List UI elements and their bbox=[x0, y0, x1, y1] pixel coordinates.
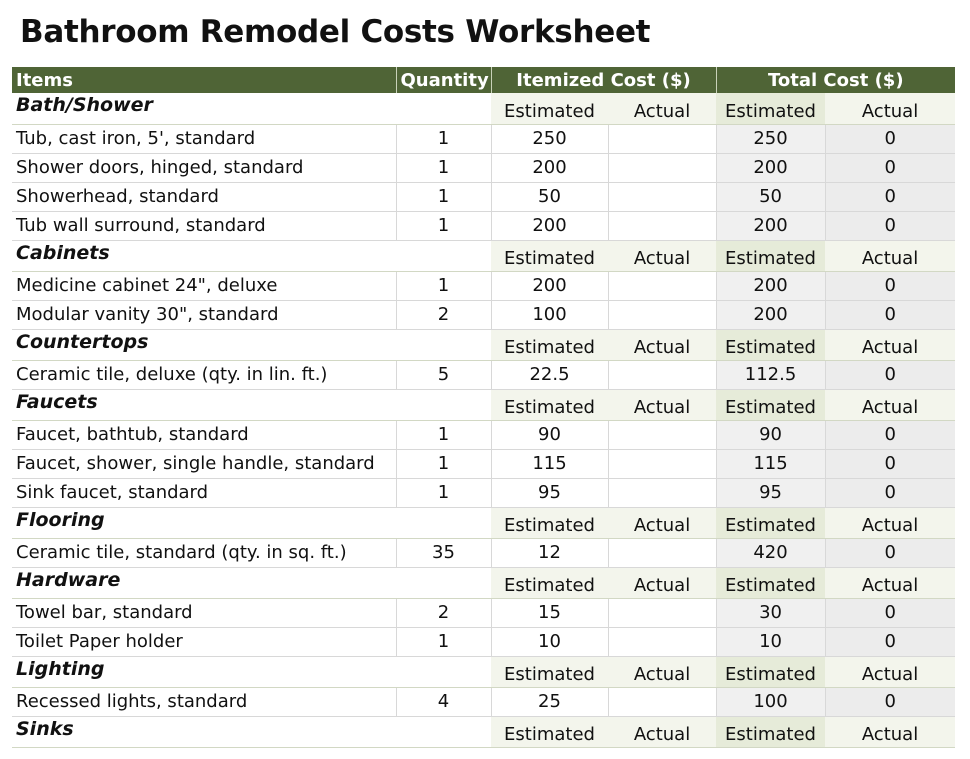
table-row bbox=[12, 449, 955, 478]
category-quantity-cell[interactable] bbox=[396, 567, 491, 598]
cost-worksheet-table bbox=[12, 67, 955, 748]
total-estimated-label[interactable]: Estimated bbox=[716, 656, 825, 687]
itemized-actual-cell[interactable] bbox=[608, 478, 716, 507]
total-actual-cell[interactable]: 0 bbox=[825, 538, 955, 567]
quantity-cell[interactable]: 1 bbox=[396, 478, 491, 507]
itemized-estimated-cell[interactable]: 22.5 bbox=[491, 360, 608, 389]
total-estimated-cell[interactable]: 90 bbox=[716, 420, 825, 449]
table-row bbox=[12, 271, 955, 300]
itemized-actual-label[interactable]: Actual bbox=[608, 656, 716, 687]
item-name-cell[interactable]: Shower doors, hinged, standard bbox=[12, 153, 396, 182]
category-quantity-cell[interactable] bbox=[396, 507, 491, 538]
header-total-cost[interactable]: Total Cost ($) bbox=[716, 67, 955, 93]
category-row bbox=[12, 507, 955, 538]
total-estimated-label[interactable]: Estimated bbox=[716, 389, 825, 420]
table-row bbox=[12, 182, 955, 211]
total-actual-label[interactable]: Actual bbox=[825, 567, 955, 598]
table-row bbox=[12, 211, 955, 240]
quantity-cell[interactable]: 2 bbox=[396, 598, 491, 627]
itemized-actual-cell[interactable] bbox=[608, 627, 716, 656]
itemized-actual-label[interactable]: Actual bbox=[608, 240, 716, 271]
item-name-cell[interactable]: Modular vanity 30", standard bbox=[12, 300, 396, 329]
itemized-estimated-cell[interactable]: 115 bbox=[491, 449, 608, 478]
itemized-actual-label[interactable]: Actual bbox=[608, 567, 716, 598]
header-quantity[interactable]: Quantity bbox=[396, 67, 491, 93]
item-name-cell[interactable]: Medicine cabinet 24", deluxe bbox=[12, 271, 396, 300]
itemized-actual-cell[interactable] bbox=[608, 449, 716, 478]
total-estimated-label[interactable]: Estimated bbox=[716, 507, 825, 538]
total-estimated-cell[interactable]: 112.5 bbox=[716, 360, 825, 389]
item-name-cell[interactable]: Toilet Paper holder bbox=[12, 627, 396, 656]
item-name-cell[interactable]: Showerhead, standard bbox=[12, 182, 396, 211]
quantity-cell[interactable]: 35 bbox=[396, 538, 491, 567]
category-name[interactable]: Sinks bbox=[12, 716, 396, 747]
item-name-cell[interactable]: Ceramic tile, deluxe (qty. in lin. ft.) bbox=[12, 360, 396, 389]
itemized-estimated-cell[interactable]: 25 bbox=[491, 687, 608, 716]
category-name[interactable]: Bath/Shower bbox=[12, 93, 396, 124]
total-estimated-cell[interactable]: 200 bbox=[716, 211, 825, 240]
itemized-actual-cell[interactable] bbox=[608, 124, 716, 153]
itemized-estimated-cell[interactable]: 100 bbox=[491, 300, 608, 329]
quantity-cell[interactable]: 1 bbox=[396, 627, 491, 656]
quantity-cell[interactable]: 2 bbox=[396, 300, 491, 329]
total-actual-label[interactable]: Actual bbox=[825, 656, 955, 687]
quantity-cell[interactable]: 1 bbox=[396, 124, 491, 153]
itemized-estimated-cell[interactable]: 10 bbox=[491, 627, 608, 656]
quantity-cell[interactable]: 1 bbox=[396, 449, 491, 478]
total-estimated-label[interactable]: Estimated bbox=[716, 93, 825, 124]
quantity-cell[interactable]: 1 bbox=[396, 211, 491, 240]
total-actual-cell[interactable]: 0 bbox=[825, 211, 955, 240]
total-actual-label[interactable]: Actual bbox=[825, 240, 955, 271]
item-name-cell[interactable]: Faucet, shower, single handle, standard bbox=[12, 449, 396, 478]
itemized-actual-cell[interactable] bbox=[608, 153, 716, 182]
total-actual-label[interactable]: Actual bbox=[825, 716, 955, 747]
category-row bbox=[12, 329, 955, 360]
total-estimated-cell[interactable]: 200 bbox=[716, 271, 825, 300]
itemized-actual-cell[interactable] bbox=[608, 300, 716, 329]
itemized-estimated-cell[interactable]: 12 bbox=[491, 538, 608, 567]
category-name[interactable]: Flooring bbox=[12, 507, 396, 538]
item-name-cell[interactable]: Ceramic tile, standard (qty. in sq. ft.) bbox=[12, 538, 396, 567]
table-body bbox=[12, 93, 955, 747]
category-row bbox=[12, 389, 955, 420]
itemized-estimated-label[interactable]: Estimated bbox=[491, 716, 608, 747]
header-items[interactable]: Items bbox=[12, 67, 396, 93]
itemized-actual-cell[interactable] bbox=[608, 211, 716, 240]
category-name[interactable]: Lighting bbox=[12, 656, 396, 687]
total-estimated-cell[interactable]: 200 bbox=[716, 153, 825, 182]
itemized-estimated-label[interactable]: Estimated bbox=[491, 507, 608, 538]
total-actual-label[interactable]: Actual bbox=[825, 93, 955, 124]
table-row bbox=[12, 598, 955, 627]
total-estimated-cell[interactable]: 10 bbox=[716, 627, 825, 656]
total-estimated-cell[interactable]: 200 bbox=[716, 300, 825, 329]
item-name-cell[interactable]: Recessed lights, standard bbox=[12, 687, 396, 716]
category-name[interactable]: Countertops bbox=[12, 329, 396, 360]
category-quantity-cell[interactable] bbox=[396, 656, 491, 687]
total-actual-cell[interactable]: 0 bbox=[825, 598, 955, 627]
total-actual-cell[interactable]: 0 bbox=[825, 687, 955, 716]
itemized-actual-label[interactable]: Actual bbox=[608, 716, 716, 747]
item-name-cell[interactable]: Sink faucet, standard bbox=[12, 478, 396, 507]
table-row bbox=[12, 153, 955, 182]
itemized-estimated-cell[interactable]: 90 bbox=[491, 420, 608, 449]
header-row bbox=[12, 67, 955, 93]
category-quantity-cell[interactable] bbox=[396, 389, 491, 420]
itemized-estimated-cell[interactable]: 200 bbox=[491, 211, 608, 240]
itemized-estimated-label[interactable]: Estimated bbox=[491, 389, 608, 420]
itemized-actual-cell[interactable] bbox=[608, 538, 716, 567]
table-row bbox=[12, 538, 955, 567]
category-row bbox=[12, 240, 955, 271]
table-row bbox=[12, 300, 955, 329]
total-estimated-cell[interactable]: 95 bbox=[716, 478, 825, 507]
table-row bbox=[12, 124, 955, 153]
total-estimated-label[interactable]: Estimated bbox=[716, 716, 825, 747]
itemized-actual-label[interactable]: Actual bbox=[608, 329, 716, 360]
quantity-cell[interactable]: 1 bbox=[396, 271, 491, 300]
page-title: Bathroom Remodel Costs Worksheet bbox=[20, 14, 651, 50]
total-estimated-cell[interactable]: 30 bbox=[716, 598, 825, 627]
total-estimated-cell[interactable]: 420 bbox=[716, 538, 825, 567]
itemized-actual-cell[interactable] bbox=[608, 687, 716, 716]
total-estimated-cell[interactable]: 115 bbox=[716, 449, 825, 478]
table-row bbox=[12, 420, 955, 449]
total-actual-label[interactable]: Actual bbox=[825, 507, 955, 538]
itemized-actual-label[interactable]: Actual bbox=[608, 93, 716, 124]
itemized-actual-cell[interactable] bbox=[608, 598, 716, 627]
header-itemized-cost[interactable]: Itemized Cost ($) bbox=[491, 67, 716, 93]
total-actual-cell[interactable]: 0 bbox=[825, 449, 955, 478]
total-actual-cell[interactable]: 0 bbox=[825, 124, 955, 153]
itemized-estimated-cell[interactable]: 200 bbox=[491, 153, 608, 182]
itemized-estimated-label[interactable]: Estimated bbox=[491, 240, 608, 271]
itemized-estimated-label[interactable]: Estimated bbox=[491, 93, 608, 124]
category-quantity-cell[interactable] bbox=[396, 93, 491, 124]
category-name[interactable]: Hardware bbox=[12, 567, 396, 598]
table-row bbox=[12, 360, 955, 389]
quantity-cell[interactable]: 5 bbox=[396, 360, 491, 389]
total-actual-cell[interactable]: 0 bbox=[825, 271, 955, 300]
itemized-estimated-cell[interactable]: 250 bbox=[491, 124, 608, 153]
itemized-estimated-label[interactable]: Estimated bbox=[491, 329, 608, 360]
table-row bbox=[12, 627, 955, 656]
total-actual-cell[interactable]: 0 bbox=[825, 300, 955, 329]
itemized-actual-cell[interactable] bbox=[608, 182, 716, 211]
category-name[interactable]: Faucets bbox=[12, 389, 396, 420]
total-estimated-cell[interactable]: 250 bbox=[716, 124, 825, 153]
category-quantity-cell[interactable] bbox=[396, 240, 491, 271]
total-actual-cell[interactable]: 0 bbox=[825, 478, 955, 507]
category-row bbox=[12, 93, 955, 124]
itemized-estimated-cell[interactable]: 50 bbox=[491, 182, 608, 211]
total-estimated-label[interactable]: Estimated bbox=[716, 329, 825, 360]
total-estimated-label[interactable]: Estimated bbox=[716, 567, 825, 598]
category-row bbox=[12, 567, 955, 598]
table-row bbox=[12, 478, 955, 507]
itemized-actual-cell[interactable] bbox=[608, 420, 716, 449]
quantity-cell[interactable]: 1 bbox=[396, 420, 491, 449]
total-actual-cell[interactable]: 0 bbox=[825, 420, 955, 449]
item-name-cell[interactable]: Faucet, bathtub, standard bbox=[12, 420, 396, 449]
category-quantity-cell[interactable] bbox=[396, 329, 491, 360]
table-row bbox=[12, 687, 955, 716]
total-actual-cell[interactable]: 0 bbox=[825, 182, 955, 211]
quantity-cell[interactable]: 4 bbox=[396, 687, 491, 716]
quantity-cell[interactable]: 1 bbox=[396, 153, 491, 182]
category-name[interactable]: Cabinets bbox=[12, 240, 396, 271]
itemized-actual-cell[interactable] bbox=[608, 360, 716, 389]
total-estimated-cell[interactable]: 100 bbox=[716, 687, 825, 716]
itemized-actual-label[interactable]: Actual bbox=[608, 389, 716, 420]
total-actual-cell[interactable]: 0 bbox=[825, 360, 955, 389]
quantity-cell[interactable]: 1 bbox=[396, 182, 491, 211]
category-quantity-cell[interactable] bbox=[396, 716, 491, 747]
total-actual-label[interactable]: Actual bbox=[825, 389, 955, 420]
category-row bbox=[12, 656, 955, 687]
itemized-estimated-label[interactable]: Estimated bbox=[491, 656, 608, 687]
itemized-actual-label[interactable]: Actual bbox=[608, 507, 716, 538]
item-name-cell[interactable]: Tub, cast iron, 5', standard bbox=[12, 124, 396, 153]
total-estimated-label[interactable]: Estimated bbox=[716, 240, 825, 271]
item-name-cell[interactable]: Tub wall surround, standard bbox=[12, 211, 396, 240]
total-actual-cell[interactable]: 0 bbox=[825, 627, 955, 656]
itemized-estimated-cell[interactable]: 95 bbox=[491, 478, 608, 507]
itemized-estimated-label[interactable]: Estimated bbox=[491, 567, 608, 598]
total-actual-cell[interactable]: 0 bbox=[825, 153, 955, 182]
itemized-actual-cell[interactable] bbox=[608, 271, 716, 300]
total-actual-label[interactable]: Actual bbox=[825, 329, 955, 360]
itemized-estimated-cell[interactable]: 15 bbox=[491, 598, 608, 627]
total-estimated-cell[interactable]: 50 bbox=[716, 182, 825, 211]
category-row bbox=[12, 716, 955, 747]
itemized-estimated-cell[interactable]: 200 bbox=[491, 271, 608, 300]
item-name-cell[interactable]: Towel bar, standard bbox=[12, 598, 396, 627]
